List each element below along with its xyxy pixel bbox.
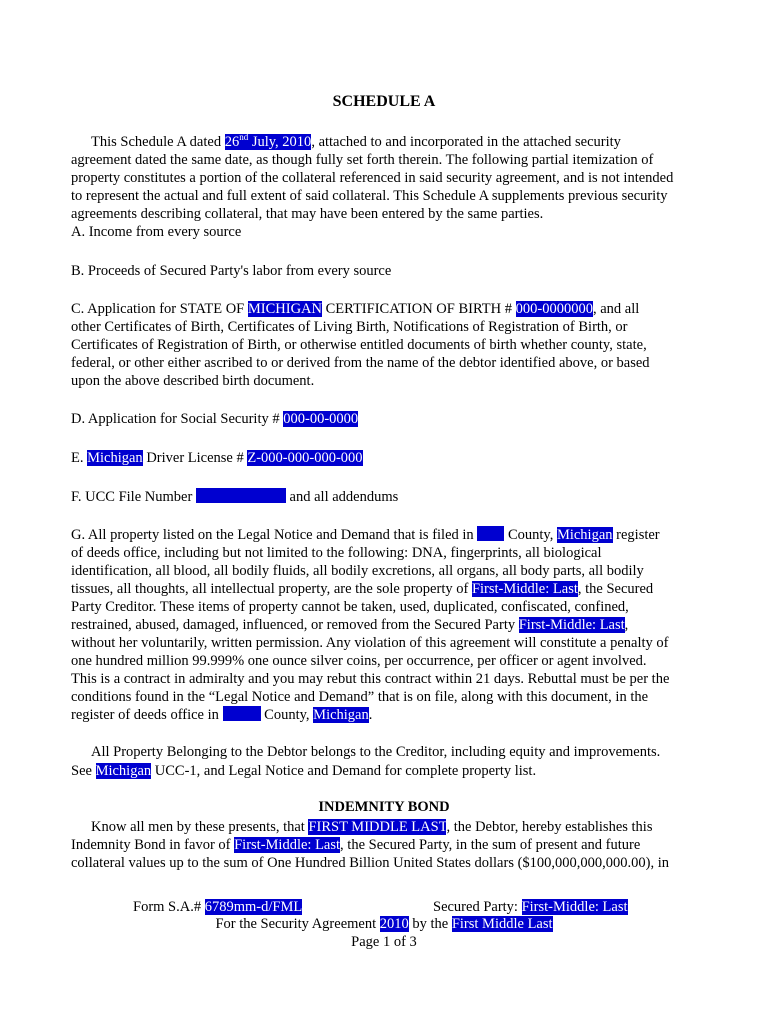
- item-g-line-6: [71, 616, 628, 634]
- property-line-2: [71, 762, 536, 780]
- item-g-text: ,: [624, 617, 629, 633]
- page-title: SCHEDULE A: [332, 93, 436, 110]
- footer-text: by the: [408, 916, 452, 932]
- date-month-year: July, 2010: [248, 134, 312, 150]
- item-g-text: tissues, all thoughts, all intellectual property, are the sole property of: [71, 581, 472, 597]
- item-c-text: CERTIFICATION OF BIRTH #: [321, 301, 516, 317]
- indemnity-line-2: [71, 836, 640, 854]
- agreement-name-field[interactable]: First Middle Last: [451, 916, 553, 932]
- form-number-field[interactable]: 6789mm-d/FML: [204, 899, 303, 915]
- item-g-line-8: one hundred million 99.999% one ounce silver coins, per occurrence, per officer or agent involved.: [71, 653, 647, 669]
- license-state-field[interactable]: Michigan: [87, 450, 143, 466]
- item-b: B. Proceeds of Secured Party's labor from every source: [71, 263, 392, 279]
- item-g-text: County,: [260, 707, 314, 723]
- intro-line-5: agreements describing collateral, that may have been entered by the same parties.: [71, 206, 544, 222]
- footer-text: For the Security Agreement: [215, 916, 380, 932]
- item-g-text: , the Secured: [577, 581, 654, 597]
- item-g-line-5: Party Creditor. These items of property cannot be taken, used, duplicated, confiscated, confined,: [71, 599, 629, 615]
- birth-state-field[interactable]: MICHIGAN: [247, 301, 322, 317]
- item-g-line-9: This is a contract in admiralty and you may rebut this contract within 21 days. Rebuttal must be per the: [71, 671, 670, 687]
- item-f-text: F. UCC File Number: [71, 489, 196, 505]
- item-g-text: .: [368, 707, 373, 723]
- item-g-text: register of deeds office in: [71, 707, 223, 723]
- item-c-line-5: upon the above described birth document.: [71, 373, 315, 389]
- indemnity-text: , the Secured Party, in the sum of present and future: [340, 837, 641, 853]
- item-f: [71, 488, 398, 506]
- footer-text: Form S.A.#: [133, 899, 205, 915]
- property-line-1: All Property Belonging to the Debtor belongs to the Creditor, including equity and improvements.: [91, 744, 661, 760]
- ssn-field[interactable]: 000-00-0000: [283, 411, 359, 427]
- footer-agreement: [0, 916, 768, 933]
- secured-party-name-field[interactable]: First-Middle: Last: [234, 837, 341, 853]
- footer-text: Secured Party:: [433, 899, 522, 915]
- schedule-date-field[interactable]: [225, 134, 312, 150]
- intro-line-4: to represent the actual and full extent of said collateral. This Schedule A supplements previous security: [71, 188, 668, 204]
- item-f-text: and all addendums: [285, 489, 399, 505]
- item-e: [71, 449, 363, 467]
- item-g-line-2: of deeds office, including but not limited to the following: DNA, fingerprints, all biological: [71, 545, 602, 561]
- county-state-field[interactable]: Michigan: [556, 527, 613, 543]
- item-g-line-11: [71, 706, 372, 724]
- indemnity-text: Know all men by these presents, that: [91, 819, 309, 835]
- secured-party-name-field[interactable]: First-Middle: Last: [521, 899, 628, 915]
- birth-certificate-number-field[interactable]: 000-0000000: [515, 301, 593, 317]
- intro-line-1: [91, 133, 621, 151]
- item-e-text: Driver License #: [142, 450, 248, 466]
- intro-line-2: agreement dated the same date, as though fully set forth therein. The following partial itemization of: [71, 152, 654, 168]
- item-c-text: , and all: [592, 301, 640, 317]
- footer-form-number: [133, 898, 302, 916]
- indemnity-text: Indemnity Bond in favor of: [71, 837, 235, 853]
- date-day: 26: [224, 134, 240, 150]
- page-number: Page 1 of 3: [351, 934, 417, 950]
- footer-secured-party: [433, 898, 628, 916]
- item-e-text: E.: [71, 450, 88, 466]
- item-c-line-2: other Certificates of Birth, Certificates of Living Birth, Notifications of Registration of Birth, or: [71, 319, 628, 335]
- intro-line-3: property constitutes a portion of the collateral referenced in said security agreement, and is not intended: [71, 170, 674, 186]
- item-d-text: D. Application for Social Security #: [71, 411, 284, 427]
- item-d: [71, 410, 358, 428]
- item-g-line-4: [71, 580, 653, 598]
- item-a: A. Income from every source: [71, 224, 242, 240]
- item-g-line-3: identification, all blood, all bodily fluids, all bodily excretions, all organs, all body parts, all bodily: [71, 563, 644, 579]
- indemnity-line-1: [91, 818, 652, 836]
- county-field[interactable]: [223, 706, 261, 721]
- item-c-line-3: Certificates of Registration of Birth, or otherwise entitled documents of birth whether county, state,: [71, 337, 647, 353]
- item-c-line-1: [71, 300, 639, 318]
- ucc-state-field[interactable]: Michigan: [95, 763, 152, 779]
- property-text: UCC-1, and Legal Notice and Demand for complete property list.: [151, 763, 537, 779]
- secured-party-name-field[interactable]: First-Middle: Last: [518, 617, 625, 633]
- item-g-text: register: [612, 527, 660, 543]
- item-g-text: restrained, abused, damaged, influenced, or removed from the Secured Party: [71, 617, 519, 633]
- intro-text: This Schedule A dated: [91, 134, 225, 150]
- agreement-year-field[interactable]: 2010: [379, 916, 409, 932]
- county-state-field[interactable]: Michigan: [313, 707, 369, 723]
- county-field[interactable]: [477, 526, 504, 541]
- ucc-file-number-field[interactable]: [196, 488, 286, 503]
- item-g-text: County,: [504, 527, 557, 543]
- intro-text: , attached to and incorporated in the attached security: [311, 134, 621, 150]
- debtor-name-field[interactable]: FIRST MIDDLE LAST: [308, 819, 447, 835]
- item-g-line-1: [71, 526, 660, 544]
- indemnity-line-3: collateral values up to the sum of One Hundred Billion United States dollars ($100,000,000,000.00), in: [71, 855, 670, 871]
- indemnity-text: , the Debtor, hereby establishes this: [446, 819, 653, 835]
- property-text: See: [71, 763, 96, 779]
- item-c-line-4: federal, or other either ascribed to or derived from the name of the debtor identified above, or based: [71, 355, 650, 371]
- driver-license-field[interactable]: Z-000-000-000-000: [247, 450, 363, 466]
- item-g-text: G. All property listed on the Legal Notice and Demand that is filed in: [71, 527, 478, 543]
- item-g-line-10: conditions found in the “Legal Notice and Demand” that is on file, along with this document, in the: [71, 689, 649, 705]
- date-day-suffix: nd: [239, 132, 249, 142]
- item-g-line-7: without her voluntarily, written permission. Any violation of this agreement will constitute a penalty of: [71, 635, 669, 651]
- secured-party-name-field[interactable]: First-Middle: Last: [471, 581, 578, 597]
- item-c-text: C. Application for STATE OF: [71, 301, 248, 317]
- indemnity-heading: INDEMNITY BOND: [318, 799, 450, 815]
